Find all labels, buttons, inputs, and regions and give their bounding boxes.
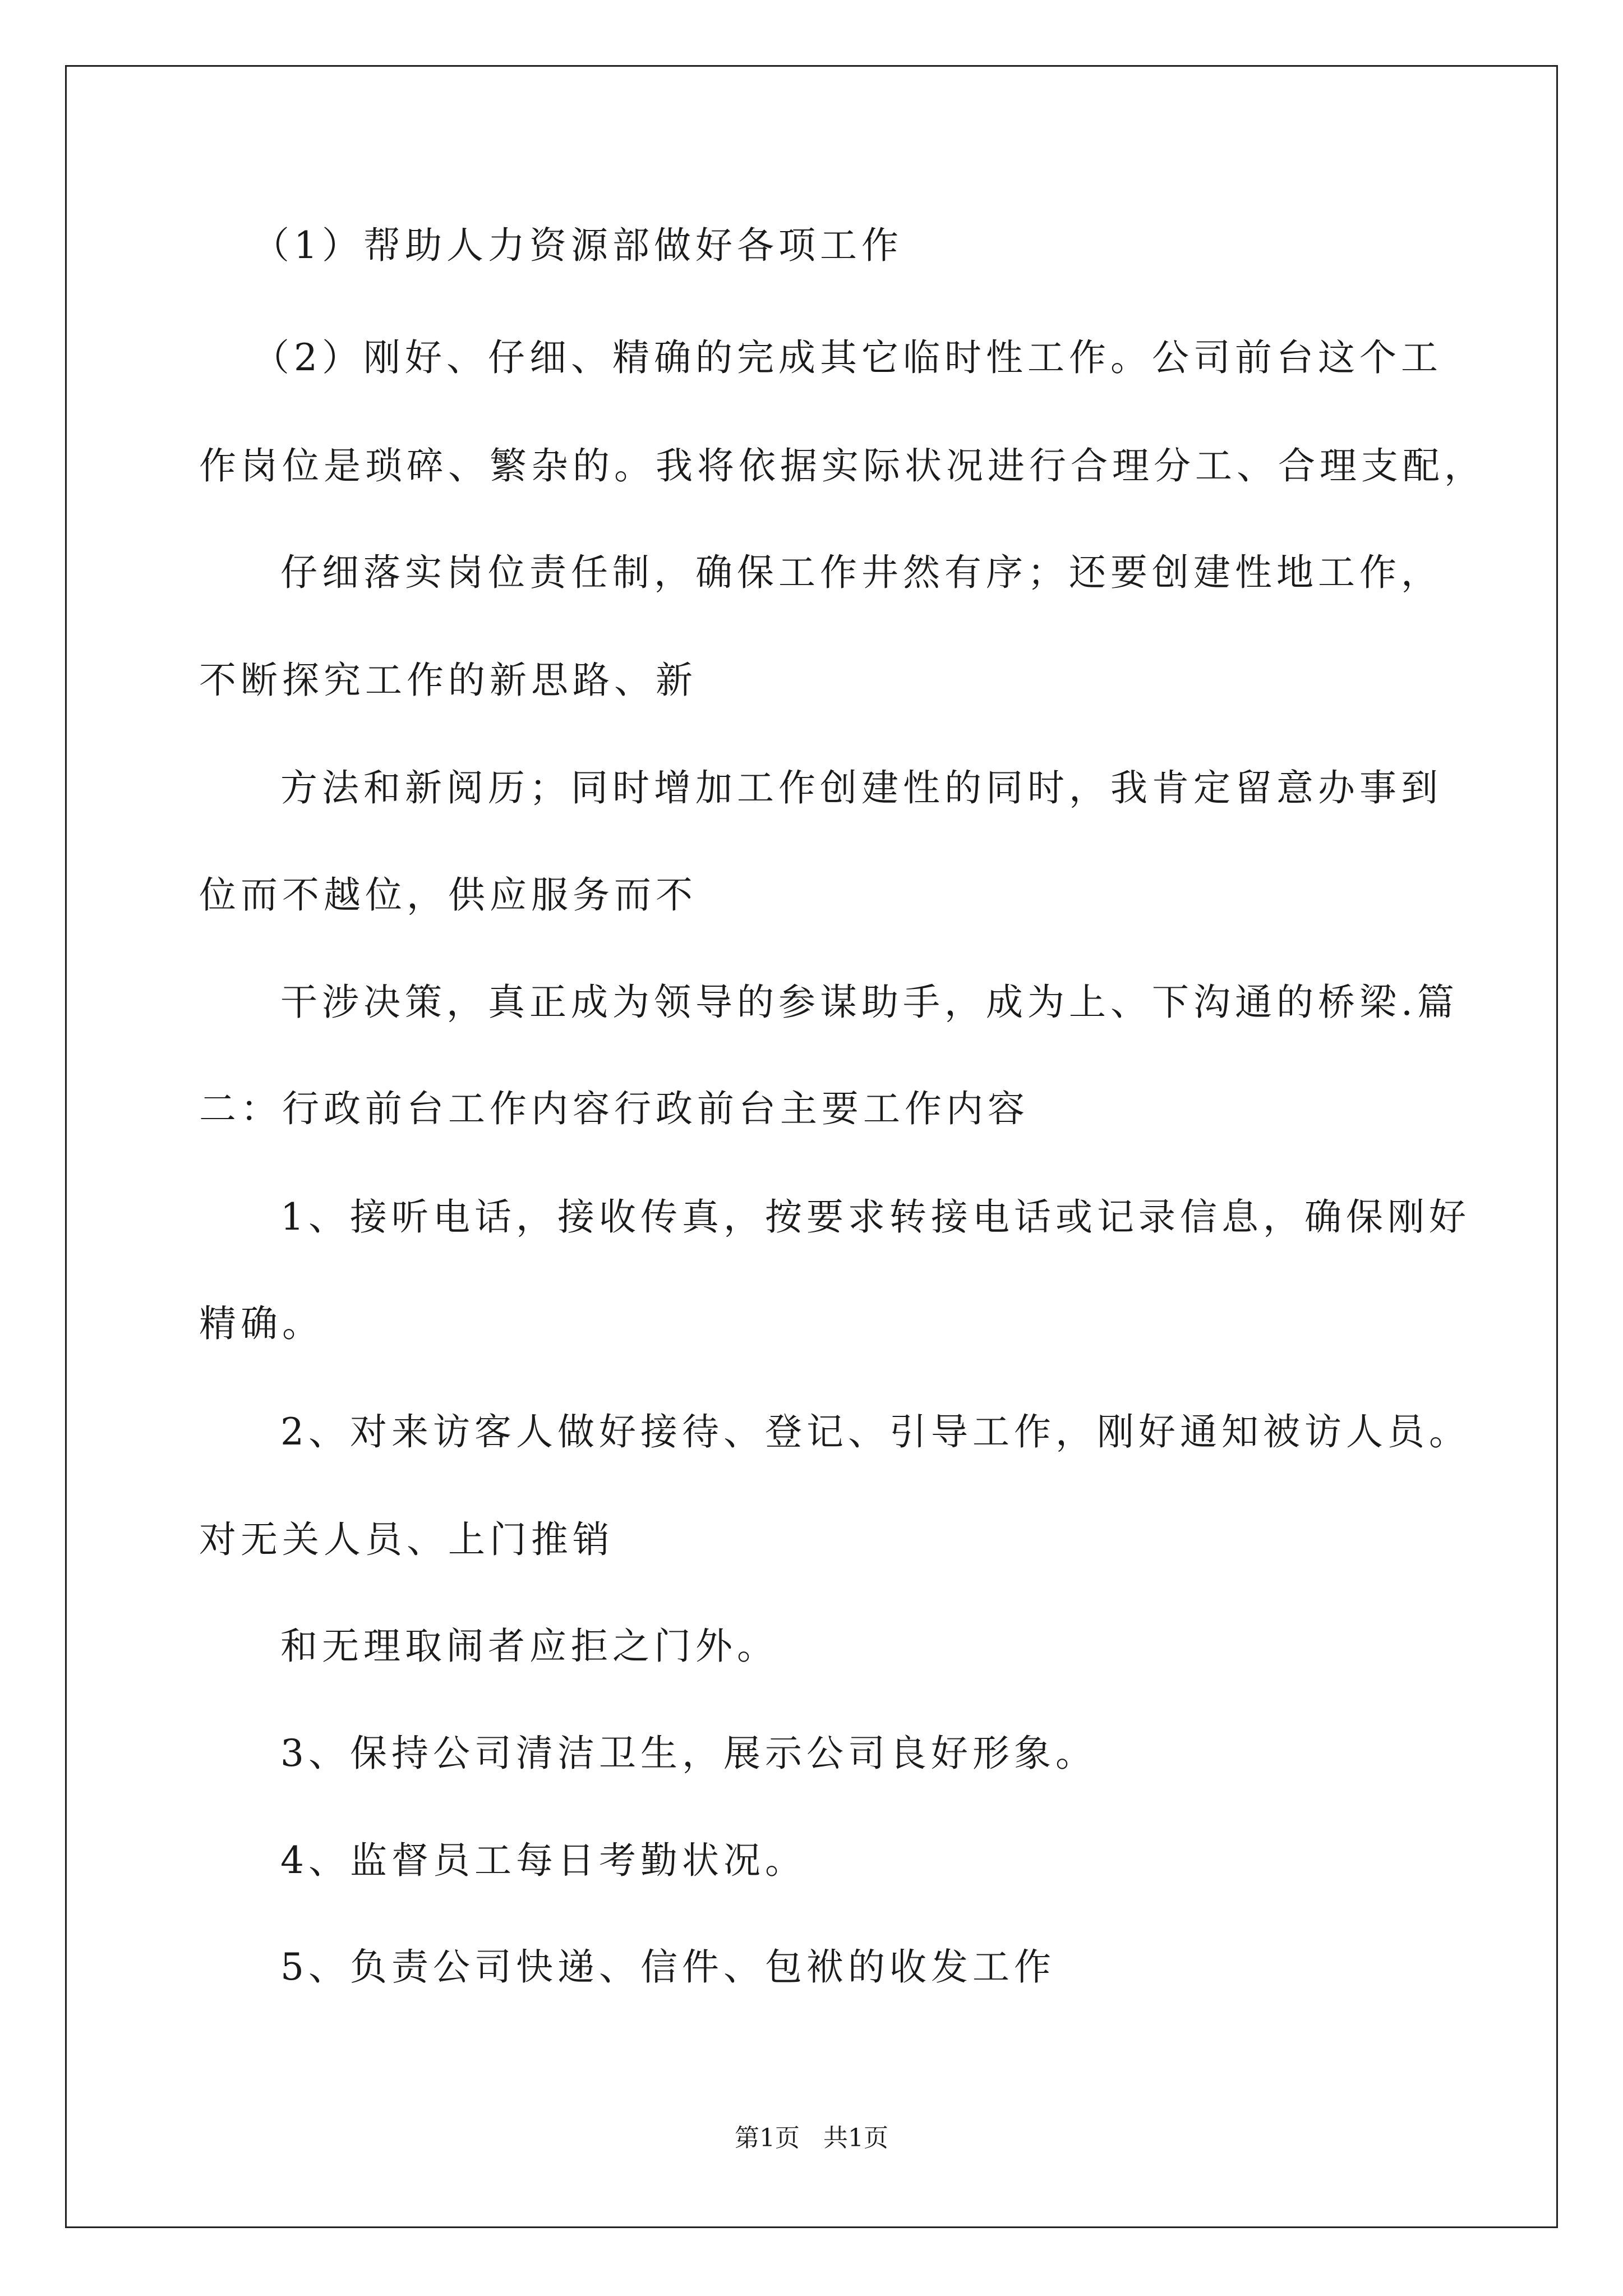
page-border [65,65,1558,2228]
text-line: 精确。 [199,1302,324,1345]
page-footer: 第1页 共1页 [735,2124,888,2152]
text-line: 5、负责公司快递、信件、包袱的收发工作 [280,1945,1055,1989]
text-line: 仔细落实岗位责任制，确保工作井然有序；还要创建性地工作， [280,551,1442,594]
text-line: 作岗位是琐碎、繁杂的。我将依据实际状况进行合理分工、合理支配， [199,444,1486,487]
text-line: 和无理取闹者应拒之门外。 [280,1625,778,1668]
text-line: 不断探究工作的新思路、新 [199,659,697,702]
text-line: 干涉决策，真正成为领导的参谋助手，成为上、下沟通的桥梁.篇 [280,981,1459,1024]
text-line: 2、对来访客人做好接待、登记、引导工作，刚好通知被访人员。 [280,1410,1470,1453]
text-line: （1）帮助人力资源部做好各项工作 [252,224,903,267]
text-line: 方法和新阅历；同时增加工作创建性的同时，我肯定留意办事到 [280,766,1442,809]
text-line: 1、接听电话，接收传真，按要求转接电话或记录信息，确保刚好 [280,1195,1470,1239]
text-line: 对无关人员、上门推销 [199,1518,614,1561]
text-line: 4、监督员工每日考勤状况。 [280,1839,806,1882]
text-line: （2）刚好、仔细、精确的完成其它临时性工作。公司前台这个工 [252,336,1442,379]
text-line: 3、保持公司清洁卫生，展示公司良好形象。 [280,1732,1097,1775]
text-line: 二：行政前台工作内容行政前台主要工作内容 [199,1087,1029,1130]
text-line: 位而不越位，供应服务而不 [199,873,697,917]
